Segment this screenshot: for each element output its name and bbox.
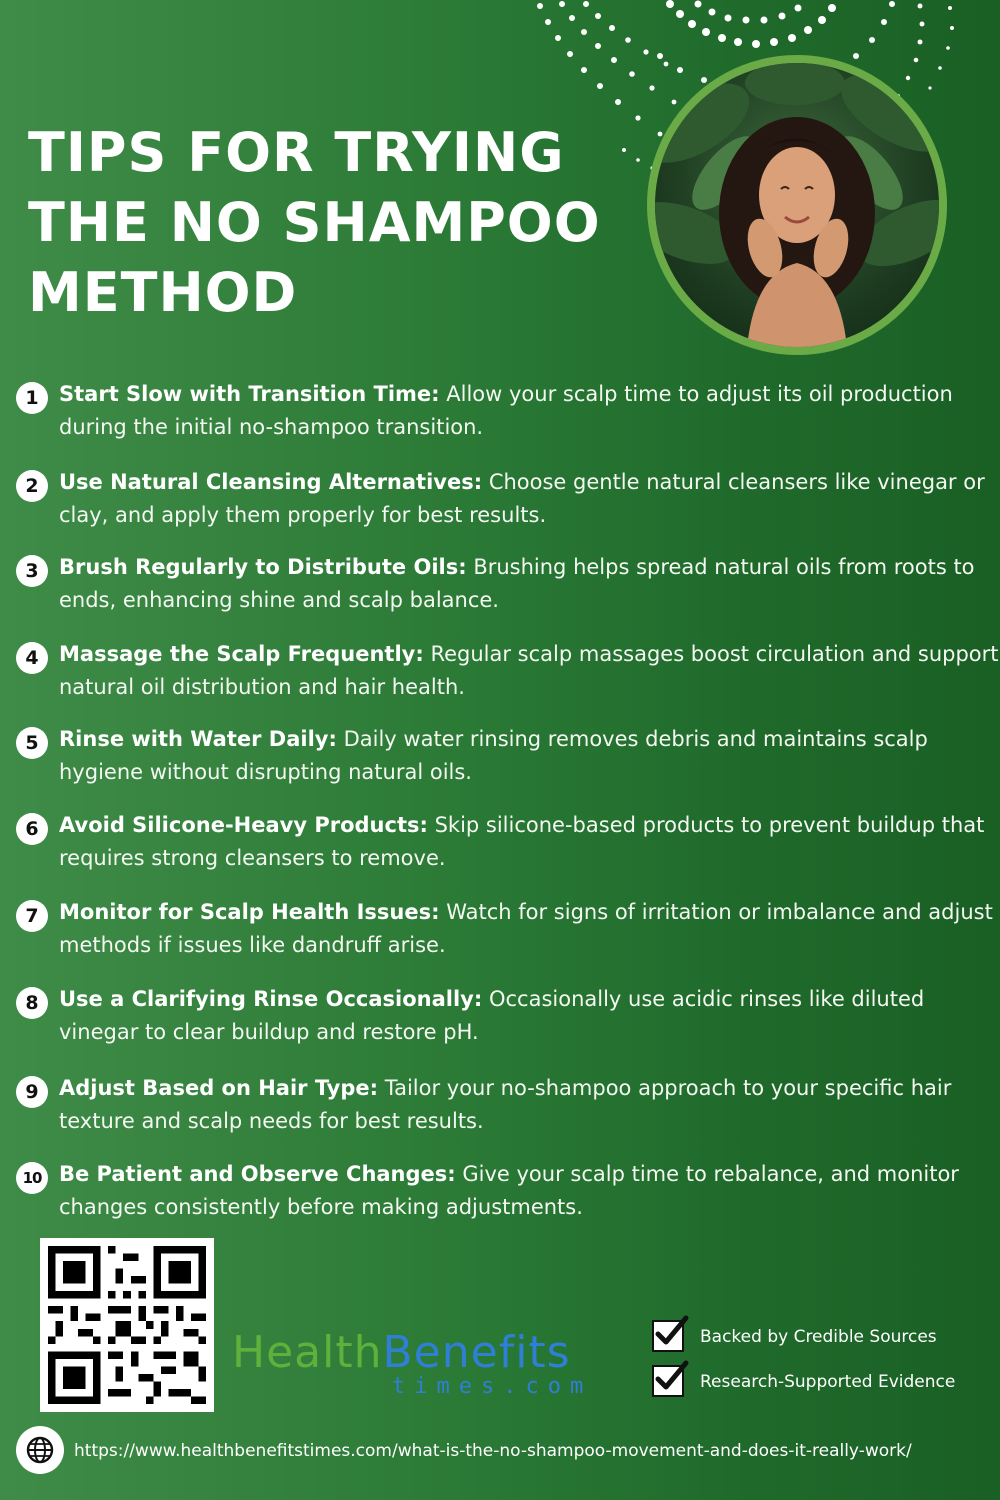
tip-body: Daily water rinsing removes debris and maintains scalp hygiene without disrupting natural oils. xyxy=(59,727,928,784)
check-icon xyxy=(652,1365,684,1397)
tip-text xyxy=(59,809,999,875)
tip-text xyxy=(59,723,999,789)
tip-title: Avoid Silicone-Heavy Products: xyxy=(59,813,428,837)
qr-code-pattern xyxy=(48,1246,206,1404)
page-title xyxy=(28,118,648,328)
tip-title: Use Natural Cleansing Alternatives: xyxy=(59,470,483,494)
title-line-2: THE NO SHAMPOO xyxy=(28,191,601,254)
tip-body: Tailor your no-shampoo approach to your specific hair texture and scalp needs for best results. xyxy=(59,1076,952,1133)
tip-text xyxy=(59,466,999,532)
globe-icon xyxy=(16,1426,64,1474)
source-url[interactable]: https://www.healthbenefitstimes.com/what-is-the-no-shampoo-movement-and-does-it-really-work/ xyxy=(74,1441,912,1461)
tip-title: Adjust Based on Hair Type: xyxy=(59,1076,379,1100)
tip-number-badge: 1 xyxy=(16,382,48,414)
tip-text xyxy=(59,638,999,704)
tip-title: Rinse with Water Daily: xyxy=(59,727,337,751)
qr-code-image[interactable] xyxy=(40,1238,214,1412)
source-link[interactable] xyxy=(16,1426,996,1476)
brand-logo xyxy=(232,1328,592,1404)
tip-text xyxy=(59,1158,999,1224)
tip-number-badge: 10 xyxy=(16,1162,48,1194)
badge-label: Backed by Credible Sources xyxy=(700,1327,937,1347)
tip-number-badge: 7 xyxy=(16,900,48,932)
title-line-3: METHOD xyxy=(28,261,298,324)
brand-name xyxy=(232,1328,571,1378)
portrait-illustration xyxy=(655,63,939,347)
tip-number-badge: 5 xyxy=(16,727,48,759)
tip-title: Massage the Scalp Frequently: xyxy=(59,642,424,666)
tip-number-badge: 4 xyxy=(16,642,48,674)
tip-text xyxy=(59,551,999,617)
tip-body: Watch for signs of irritation or imbalance and adjust methods if issues like dandruff arise. xyxy=(59,900,993,957)
tip-body: Give your scalp time to rebalance, and monitor changes consistently before making adjustments. xyxy=(59,1162,959,1219)
check-icon xyxy=(652,1320,684,1352)
tip-body: Occasionally use acidic rinses like diluted vinegar to clear buildup and restore pH. xyxy=(59,987,925,1044)
tip-number-badge: 3 xyxy=(16,555,48,587)
credibility-badge xyxy=(652,1318,982,1358)
tip-text xyxy=(59,378,999,444)
tip-number-badge: 9 xyxy=(16,1076,48,1108)
check-mark xyxy=(652,1314,692,1350)
tip-body: Regular scalp massages boost circulation and support natural oil distribution and hair health. xyxy=(59,642,999,699)
tip-text xyxy=(59,1072,999,1138)
brand-name-benefits: Benefits xyxy=(382,1327,571,1378)
tip-body: Choose gentle natural cleansers like vinegar or clay, and apply them properly for best results. xyxy=(59,470,985,527)
tip-number-badge: 8 xyxy=(16,987,48,1019)
globe-glyph xyxy=(16,1426,64,1474)
tip-text xyxy=(59,896,999,962)
tip-body: Allow your scalp time to adjust its oil production during the initial no-shampoo transition. xyxy=(59,382,953,439)
tip-text xyxy=(59,983,999,1049)
credibility-badge xyxy=(652,1363,982,1403)
portrait-photo xyxy=(647,55,947,355)
badge-label: Research-Supported Evidence xyxy=(700,1372,956,1392)
title-line-1: TIPS FOR TRYING xyxy=(28,121,565,184)
tip-title: Be Patient and Observe Changes: xyxy=(59,1162,456,1186)
tip-title: Start Slow with Transition Time: xyxy=(59,382,440,406)
tip-number-badge: 6 xyxy=(16,813,48,845)
tip-body: Brushing helps spread natural oils from roots to ends, enhancing shine and scalp balance. xyxy=(59,555,975,612)
tip-body: Skip silicone-based products to prevent buildup that requires strong cleansers to remove. xyxy=(59,813,985,870)
brand-domain: times.com xyxy=(392,1374,593,1399)
tip-title: Monitor for Scalp Health Issues: xyxy=(59,900,440,924)
tip-number-badge: 2 xyxy=(16,470,48,502)
tip-title: Use a Clarifying Rinse Occasionally: xyxy=(59,987,483,1011)
check-mark xyxy=(652,1359,692,1395)
tip-title: Brush Regularly to Distribute Oils: xyxy=(59,555,467,579)
brand-name-health: Health xyxy=(232,1327,383,1378)
